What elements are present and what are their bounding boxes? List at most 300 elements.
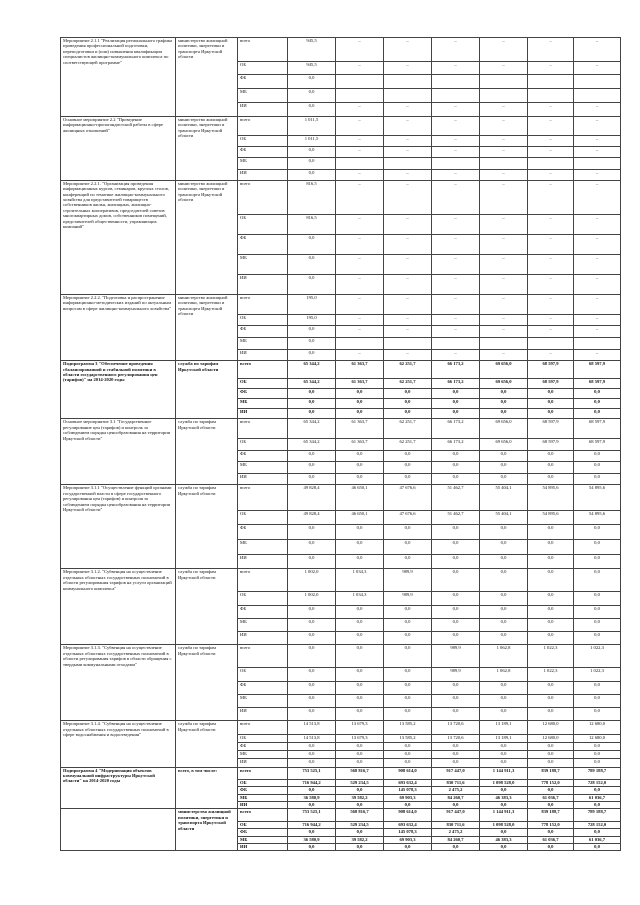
- amount-cell: 0,0: [528, 409, 574, 419]
- amount-cell: 0,0: [528, 829, 574, 836]
- funding-source-cell: МБ: [238, 255, 288, 275]
- amount-cell: 84 260,7: [432, 794, 480, 801]
- amount-cell: 69 656,0: [480, 439, 528, 451]
- funding-source-cell: ФБ: [238, 525, 288, 540]
- amount-cell: 0,0: [432, 569, 480, 592]
- amount-cell: 789 188,7: [574, 809, 621, 822]
- amount-cell: 0,0: [336, 759, 384, 767]
- amount-cell: –: [528, 180, 574, 214]
- amount-cell: 0,0: [574, 829, 621, 836]
- amount-cell: 0,0: [574, 605, 621, 618]
- amount-cell: –: [432, 349, 480, 361]
- amount-cell: –: [432, 255, 480, 275]
- amount-cell: 0,0: [432, 462, 480, 474]
- amount-cell: 0,0: [288, 409, 336, 419]
- amount-cell: 0,0: [288, 255, 336, 275]
- amount-cell: 917 447,0: [432, 809, 480, 822]
- funding-source-cell: ФБ: [238, 326, 288, 338]
- amount-cell: 13 679,3: [336, 735, 384, 743]
- responsible-executor-cell: служба по тарифам Иркутской области: [176, 361, 238, 419]
- amount-cell: –: [528, 38, 574, 62]
- amount-cell: 0,0: [336, 668, 384, 681]
- amount-cell: 49 828,4: [288, 510, 336, 525]
- responsible-executor-cell: служба по тарифам Иркутской области: [176, 569, 238, 645]
- amount-cell: 0,0: [384, 462, 432, 474]
- amount-cell: 0,0: [480, 540, 528, 555]
- funding-source-cell: ИИ: [238, 759, 288, 767]
- amount-cell: 13 189,1: [480, 735, 528, 743]
- amount-cell: –: [384, 326, 432, 338]
- table-row: [61, 721, 621, 735]
- amount-cell: –: [480, 147, 528, 158]
- amount-cell: 0,0: [480, 681, 528, 694]
- amount-cell: –: [384, 235, 432, 255]
- amount-cell: 0,0: [480, 787, 528, 794]
- amount-cell: 61 363,7: [336, 419, 384, 439]
- amount-cell: 0,0: [384, 605, 432, 618]
- amount-cell: 0,0: [432, 802, 480, 809]
- amount-cell: 0,0: [288, 147, 336, 158]
- amount-cell: 47 676,6: [384, 510, 432, 525]
- amount-cell: 693 632,4: [384, 821, 432, 828]
- amount-cell: 61 363,7: [336, 439, 384, 451]
- amount-cell: 46 650,1: [336, 485, 384, 510]
- amount-cell: 0,0: [432, 409, 480, 419]
- amount-cell: 46 383,3: [480, 836, 528, 843]
- amount-cell: 1 034,3: [336, 569, 384, 592]
- amount-cell: 753 525,1: [288, 767, 336, 780]
- amount-cell: –: [432, 326, 480, 338]
- amount-cell: 0,0: [432, 525, 480, 540]
- amount-cell: –: [480, 180, 528, 214]
- program-name-cell: Мероприятие 3.1.2. "Субвенция на осуществление отдельных областных государственных полномочий в области регулирования тарифов на услуги организаций коммунального комплекса": [61, 569, 176, 645]
- amount-cell: –: [432, 38, 480, 62]
- amount-cell: 716 944,2: [288, 821, 336, 828]
- amount-cell: 1 022,3: [574, 668, 621, 681]
- amount-cell: –: [384, 61, 432, 75]
- amount-cell: 54 895,6: [574, 485, 621, 510]
- amount-cell: –: [336, 235, 384, 255]
- funding-source-cell: всего: [238, 809, 288, 822]
- amount-cell: 51 462,7: [432, 510, 480, 525]
- program-name-cell: Мероприятие 2.1.1 "Реализация регионального графика проведения профессиональной подготовки, переподготовки и (или) повышения квалификации специалистов жилищно-коммунального комплекса по соответствующей программе": [61, 38, 176, 117]
- amount-cell: –: [574, 103, 621, 117]
- amount-cell: 13 585,2: [384, 721, 432, 735]
- amount-cell: –: [432, 147, 480, 158]
- amount-cell: 0,0: [432, 708, 480, 721]
- amount-cell: 0,0: [432, 694, 480, 707]
- amount-cell: 0,0: [336, 829, 384, 836]
- amount-cell: 46 650,1: [336, 510, 384, 525]
- amount-cell: [528, 337, 574, 349]
- amount-cell: 0,0: [288, 759, 336, 767]
- amount-cell: 0,0: [288, 337, 336, 349]
- amount-cell: –: [528, 235, 574, 255]
- funding-source-cell: ФБ: [238, 388, 288, 398]
- amount-cell: –: [574, 215, 621, 235]
- amount-cell: 62 251,7: [384, 361, 432, 378]
- amount-cell: 0,0: [574, 694, 621, 707]
- amount-cell: –: [384, 255, 432, 275]
- amount-cell: 908 614,0: [384, 809, 432, 822]
- amount-cell: 84 260,7: [432, 836, 480, 843]
- amount-cell: 568 816,7: [336, 809, 384, 822]
- amount-cell: –: [480, 295, 528, 315]
- amount-cell: 0,0: [574, 398, 621, 408]
- amount-cell: –: [384, 349, 432, 361]
- amount-cell: –: [528, 349, 574, 361]
- amount-cell: 0,0: [480, 802, 528, 809]
- table-row: [61, 569, 621, 592]
- amount-cell: 0,0: [432, 681, 480, 694]
- amount-cell: 46 383,3: [480, 794, 528, 801]
- amount-cell: 61 363,7: [336, 378, 384, 388]
- amount-cell: 0,0: [528, 398, 574, 408]
- amount-cell: 529 234,5: [336, 821, 384, 828]
- amount-cell: 989,9: [384, 592, 432, 605]
- amount-cell: 54 895,6: [574, 510, 621, 525]
- amount-cell: 0,0: [432, 843, 480, 850]
- amount-cell: 0,0: [384, 388, 432, 398]
- amount-cell: –: [336, 295, 384, 315]
- amount-cell: [480, 89, 528, 103]
- funding-source-cell: ОБ: [238, 592, 288, 605]
- amount-cell: [528, 75, 574, 89]
- amount-cell: 36 580,9: [288, 836, 336, 843]
- amount-cell: 55 404,1: [480, 510, 528, 525]
- amount-cell: 917 447,0: [432, 767, 480, 780]
- amount-cell: –: [574, 180, 621, 214]
- amount-cell: 36 580,9: [288, 794, 336, 801]
- amount-cell: 195,0: [288, 314, 336, 326]
- amount-cell: 145 078,3: [384, 829, 432, 836]
- amount-cell: 0,0: [336, 632, 384, 645]
- amount-cell: [384, 89, 432, 103]
- amount-cell: 0,0: [288, 525, 336, 540]
- amount-cell: 0,0: [574, 751, 621, 759]
- amount-cell: 61 036,7: [528, 794, 574, 801]
- amount-cell: 0,0: [288, 326, 336, 338]
- table-row: [61, 38, 621, 62]
- amount-cell: –: [528, 136, 574, 147]
- amount-cell: 0,0: [288, 540, 336, 555]
- funding-source-cell: ИИ: [238, 409, 288, 419]
- funding-source-cell: ФБ: [238, 787, 288, 794]
- amount-cell: [336, 75, 384, 89]
- amount-cell: 0,0: [288, 89, 336, 103]
- amount-cell: –: [432, 314, 480, 326]
- table-row: [61, 419, 621, 439]
- funding-source-cell: ИИ: [238, 632, 288, 645]
- amount-cell: 0,0: [432, 554, 480, 569]
- amount-cell: 0,0: [384, 681, 432, 694]
- amount-cell: 789 188,7: [574, 767, 621, 780]
- amount-cell: [336, 158, 384, 169]
- program-name-cell: Основное мероприятие 3.1 "Государственное регулирование цен (тарифов) и контроль за соблюдением порядка ценообразования на территории Иркутской области": [61, 419, 176, 485]
- amount-cell: 65 344,2: [288, 419, 336, 439]
- funding-source-cell: всего: [238, 116, 288, 135]
- amount-cell: 0,0: [528, 787, 574, 794]
- amount-cell: 0,0: [480, 694, 528, 707]
- funding-source-cell: ФБ: [238, 681, 288, 694]
- amount-cell: 0,0: [384, 645, 432, 668]
- amount-cell: 0,0: [384, 450, 432, 462]
- amount-cell: –: [480, 38, 528, 62]
- funding-source-cell: ОБ: [238, 439, 288, 451]
- amount-cell: –: [480, 169, 528, 180]
- amount-cell: –: [480, 314, 528, 326]
- amount-cell: –: [480, 215, 528, 235]
- funding-source-cell: ОБ: [238, 61, 288, 75]
- amount-cell: –: [336, 38, 384, 62]
- amount-cell: 0,0: [288, 743, 336, 751]
- amount-cell: 0,0: [384, 409, 432, 419]
- amount-cell: 12 680,0: [528, 721, 574, 735]
- amount-cell: 0,0: [384, 802, 432, 809]
- amount-cell: 54 895,6: [528, 510, 574, 525]
- amount-cell: 13 720,6: [432, 735, 480, 743]
- amount-cell: –: [432, 180, 480, 214]
- responsible-executor-cell: всего, в том числе:: [176, 767, 238, 809]
- amount-cell: –: [528, 295, 574, 315]
- amount-cell: 0,0: [336, 787, 384, 794]
- amount-cell: [574, 158, 621, 169]
- amount-cell: 65 344,2: [288, 361, 336, 378]
- amount-cell: 0,0: [432, 751, 480, 759]
- amount-cell: 62 251,7: [384, 439, 432, 451]
- amount-cell: 0,0: [336, 681, 384, 694]
- amount-cell: 61 363,7: [336, 361, 384, 378]
- amount-cell: 0,0: [528, 843, 574, 850]
- amount-cell: 0,0: [288, 103, 336, 117]
- funding-source-cell: ОБ: [238, 314, 288, 326]
- amount-cell: 0,0: [384, 525, 432, 540]
- amount-cell: 0,0: [528, 450, 574, 462]
- funding-source-cell: ИИ: [238, 349, 288, 361]
- amount-cell: 0,0: [336, 388, 384, 398]
- amount-cell: 0,0: [574, 632, 621, 645]
- amount-cell: 1 011,5: [288, 116, 336, 135]
- amount-cell: –: [336, 180, 384, 214]
- amount-cell: 0,0: [528, 592, 574, 605]
- table-row: [61, 180, 621, 214]
- amount-cell: 0,0: [480, 759, 528, 767]
- amount-cell: 0,0: [288, 450, 336, 462]
- responsible-executor-cell: служба по тарифам Иркутской области: [176, 645, 238, 721]
- amount-cell: 1 011,5: [288, 136, 336, 147]
- amount-cell: 0,0: [384, 751, 432, 759]
- amount-cell: –: [384, 136, 432, 147]
- funding-source-cell: всего: [238, 361, 288, 378]
- funding-source-cell: ФБ: [238, 75, 288, 89]
- amount-cell: 830 711,6: [432, 780, 480, 787]
- amount-cell: 0,0: [574, 409, 621, 419]
- amount-cell: 529 234,5: [336, 780, 384, 787]
- amount-cell: [384, 75, 432, 89]
- amount-cell: [432, 75, 480, 89]
- amount-cell: 989,9: [432, 668, 480, 681]
- amount-cell: –: [336, 103, 384, 117]
- amount-cell: 0,0: [384, 708, 432, 721]
- amount-cell: 0,0: [432, 450, 480, 462]
- amount-cell: 14 513,8: [288, 721, 336, 735]
- responsible-executor-cell: служба по тарифам Иркутской области: [176, 485, 238, 569]
- amount-cell: 0,0: [432, 473, 480, 485]
- amount-cell: 816,5: [288, 215, 336, 235]
- amount-cell: 0,0: [574, 554, 621, 569]
- amount-cell: [574, 337, 621, 349]
- amount-cell: 0,0: [336, 743, 384, 751]
- amount-cell: 47 676,6: [384, 485, 432, 510]
- amount-cell: –: [336, 169, 384, 180]
- amount-cell: 778 152,0: [528, 821, 574, 828]
- amount-cell: –: [574, 255, 621, 275]
- amount-cell: 0,0: [574, 802, 621, 809]
- amount-cell: 0,0: [528, 694, 574, 707]
- amount-cell: –: [432, 235, 480, 255]
- funding-source-cell: МБ: [238, 694, 288, 707]
- amount-cell: 0,0: [384, 694, 432, 707]
- responsible-executor-cell: министерство жилищной политики, энергетики и транспорта Иркутской области: [176, 809, 238, 851]
- funding-source-cell: всего: [238, 569, 288, 592]
- responsible-executor-cell: министерство жилищной политики, энергетики и транспорта Иркутской области: [176, 295, 238, 361]
- funding-source-cell: всего: [238, 419, 288, 439]
- amount-cell: –: [336, 116, 384, 135]
- amount-cell: [432, 337, 480, 349]
- amount-cell: –: [528, 326, 574, 338]
- amount-cell: 0,0: [480, 398, 528, 408]
- amount-cell: 0,0: [336, 618, 384, 631]
- program-name-cell: Мероприятие 2.2.2. "Подготовка и распространение информационно-методических изданий по актуальным вопросам в сфере жилищно-коммунального хозяйства": [61, 295, 176, 361]
- amount-cell: [384, 158, 432, 169]
- amount-cell: 0,0: [574, 681, 621, 694]
- amount-cell: 13 585,2: [384, 735, 432, 743]
- amount-cell: –: [528, 61, 574, 75]
- amount-cell: 145 078,3: [384, 787, 432, 794]
- amount-cell: [574, 75, 621, 89]
- amount-cell: –: [480, 61, 528, 75]
- amount-cell: 55 404,1: [480, 485, 528, 510]
- amount-cell: 716 944,2: [288, 780, 336, 787]
- amount-cell: 816,5: [288, 180, 336, 214]
- amount-cell: 0,0: [480, 592, 528, 605]
- funding-source-cell: ИИ: [238, 473, 288, 485]
- amount-cell: 0,0: [432, 618, 480, 631]
- amount-cell: 61 036,7: [574, 836, 621, 843]
- amount-cell: 0,0: [288, 75, 336, 89]
- amount-cell: 0,0: [528, 554, 574, 569]
- amount-cell: 1 062,8: [480, 668, 528, 681]
- amount-cell: 0,0: [432, 632, 480, 645]
- amount-cell: 0,0: [528, 802, 574, 809]
- amount-cell: 0,0: [288, 398, 336, 408]
- amount-cell: –: [528, 275, 574, 295]
- amount-cell: 0,0: [574, 473, 621, 485]
- amount-cell: 0,0: [480, 605, 528, 618]
- amount-cell: 1 098 528,0: [480, 780, 528, 787]
- amount-cell: –: [336, 255, 384, 275]
- table-row: [61, 809, 621, 822]
- amount-cell: 0,0: [480, 525, 528, 540]
- table-row: [61, 645, 621, 668]
- program-name-cell: Мероприятие 2.2.1. "Организация проведения информационных курсов, семинаров, круглых столов, конференций по тематике жилищно-коммунального хозяйства для представителей товариществ собственников жилья, жилищных, жилищно-строительных кооперативов, председателей советов многоквартирных домов, собственников помещений, представителей общественности, управляющих компаний": [61, 180, 176, 294]
- amount-cell: –: [384, 314, 432, 326]
- amount-cell: 61 036,7: [574, 794, 621, 801]
- funding-source-cell: ФБ: [238, 829, 288, 836]
- amount-cell: 728 152,0: [574, 821, 621, 828]
- amount-cell: –: [384, 38, 432, 62]
- amount-cell: 65 344,2: [288, 378, 336, 388]
- responsible-executor-cell: служба по тарифам Иркутской области: [176, 419, 238, 485]
- amount-cell: –: [574, 235, 621, 255]
- amount-cell: –: [574, 147, 621, 158]
- amount-cell: 0,0: [528, 618, 574, 631]
- program-name-cell: Подпрограмма 3 "Обеспечение проведения сбалансированной и стабильной политики в области государственного регулирования цен (тарифов)" на 2014-2020 годы: [61, 361, 176, 419]
- program-name-cell: [61, 809, 176, 851]
- amount-cell: –: [574, 116, 621, 135]
- table-row: [61, 116, 621, 135]
- amount-cell: 1 098 528,0: [480, 821, 528, 828]
- amount-cell: 0,0: [336, 450, 384, 462]
- amount-cell: 66 173,2: [432, 378, 480, 388]
- amount-cell: [336, 89, 384, 103]
- amount-cell: 0,0: [574, 708, 621, 721]
- amount-cell: –: [432, 295, 480, 315]
- amount-cell: [574, 89, 621, 103]
- amount-cell: 0,0: [384, 632, 432, 645]
- amount-cell: 0,0: [336, 473, 384, 485]
- budget-table: [60, 37, 621, 851]
- amount-cell: 1 034,3: [336, 592, 384, 605]
- amount-cell: [480, 337, 528, 349]
- amount-cell: –: [432, 275, 480, 295]
- amount-cell: 0,0: [480, 751, 528, 759]
- amount-cell: –: [574, 275, 621, 295]
- amount-cell: –: [574, 169, 621, 180]
- amount-cell: 0,0: [432, 540, 480, 555]
- amount-cell: 0,0: [574, 540, 621, 555]
- funding-source-cell: ИИ: [238, 554, 288, 569]
- program-name-cell: Мероприятие 3.1.4. "Субвенция на осуществление отдельных областных государственных полномочий в сфере водоснабжения и водоотведения": [61, 721, 176, 767]
- funding-source-cell: МБ: [238, 836, 288, 843]
- amount-cell: 0,0: [480, 409, 528, 419]
- funding-source-cell: ОБ: [238, 668, 288, 681]
- amount-cell: 0,0: [574, 592, 621, 605]
- table-row: [61, 767, 621, 780]
- amount-cell: 0,0: [528, 525, 574, 540]
- amount-cell: 0,0: [336, 843, 384, 850]
- amount-cell: –: [384, 180, 432, 214]
- funding-source-cell: всего: [238, 180, 288, 214]
- funding-source-cell: ФБ: [238, 147, 288, 158]
- amount-cell: 0,0: [528, 708, 574, 721]
- amount-cell: 839 188,7: [528, 767, 574, 780]
- funding-source-cell: ФБ: [238, 450, 288, 462]
- amount-cell: 0,0: [574, 743, 621, 751]
- amount-cell: 2 475,2: [432, 829, 480, 836]
- table-row: [61, 295, 621, 315]
- amount-cell: 69 903,3: [384, 836, 432, 843]
- amount-cell: 1 144 911,3: [480, 767, 528, 780]
- funding-source-cell: ОБ: [238, 821, 288, 828]
- amount-cell: 14 513,8: [288, 735, 336, 743]
- funding-source-cell: ОБ: [238, 735, 288, 743]
- amount-cell: 0,0: [528, 681, 574, 694]
- amount-cell: 0,0: [288, 275, 336, 295]
- amount-cell: 753 525,1: [288, 809, 336, 822]
- funding-source-cell: ФБ: [238, 605, 288, 618]
- amount-cell: 69 656,0: [480, 378, 528, 388]
